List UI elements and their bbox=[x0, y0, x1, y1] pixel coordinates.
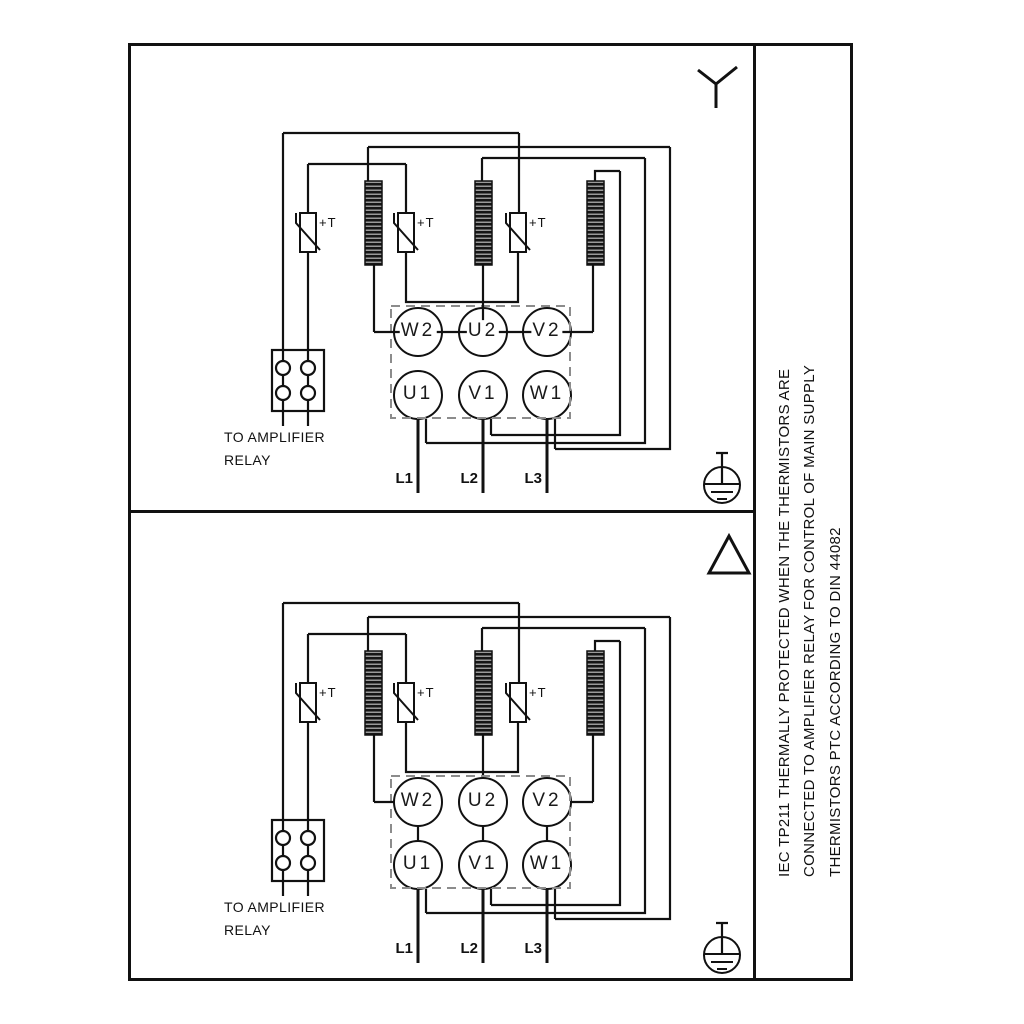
terminal-label-u1: U1 bbox=[402, 383, 434, 405]
supply-label-l2: L2 bbox=[460, 470, 478, 487]
relay-note-line1: TO AMPLIFIER bbox=[224, 899, 326, 915]
star-connection-panel bbox=[128, 43, 755, 512]
thermistor-symbol bbox=[394, 213, 418, 252]
winding-symbol bbox=[587, 651, 604, 735]
side-note-line3: THERMISTORS PTC ACCORDING TO DIN 44082 bbox=[827, 527, 844, 877]
delta-panel-schematic bbox=[128, 513, 755, 982]
thermistor-symbol bbox=[506, 213, 530, 252]
side-note-line2: CONNECTED TO AMPLIFIER RELAY FOR CONTROL OF MAIN SUPPLY bbox=[801, 364, 818, 877]
delta-connection-panel bbox=[128, 513, 755, 982]
thermistor-label: +T bbox=[529, 215, 547, 230]
terminal-label-u2: U2 bbox=[467, 790, 499, 812]
winding-symbol bbox=[365, 651, 382, 735]
thermistor-symbol bbox=[296, 683, 320, 722]
winding-symbol bbox=[475, 181, 492, 265]
supply-label-l2: L2 bbox=[460, 940, 478, 957]
side-note-line1: IEC TP211 THERMALLY PROTECTED WHEN THE THERMISTORS ARE bbox=[776, 368, 793, 877]
supply-label-l3: L3 bbox=[524, 470, 542, 487]
amplifier-relay-terminal bbox=[272, 350, 324, 411]
thermistor-symbol bbox=[394, 683, 418, 722]
star-icon bbox=[698, 67, 737, 108]
supply-label-l1: L1 bbox=[395, 470, 413, 487]
terminal-label-v2: V2 bbox=[532, 320, 562, 342]
winding-symbol bbox=[365, 181, 382, 265]
delta-icon bbox=[709, 536, 749, 573]
thermistor-label: +T bbox=[319, 685, 337, 700]
terminal-label-v1: V1 bbox=[468, 853, 498, 875]
terminal-label-v2: V2 bbox=[532, 790, 562, 812]
winding-symbol bbox=[475, 651, 492, 735]
thermistor-label: +T bbox=[417, 215, 435, 230]
terminal-label-u2: U2 bbox=[467, 320, 499, 342]
wires bbox=[283, 133, 728, 493]
thermistor-label: +T bbox=[319, 215, 337, 230]
terminal-label-w2: W2 bbox=[400, 320, 436, 342]
thermistor-label: +T bbox=[417, 685, 435, 700]
supply-label-l1: L1 bbox=[395, 940, 413, 957]
thermistor-symbol bbox=[506, 683, 530, 722]
thermistor-symbol bbox=[296, 213, 320, 252]
relay-note-line1: TO AMPLIFIER bbox=[224, 429, 326, 445]
supply-label-l3: L3 bbox=[524, 940, 542, 957]
thermistor-label: +T bbox=[529, 685, 547, 700]
terminal-label-v1: V1 bbox=[468, 383, 498, 405]
relay-note-line2: RELAY bbox=[224, 452, 271, 468]
amplifier-relay-terminal bbox=[272, 820, 324, 881]
star-panel-schematic bbox=[128, 43, 755, 512]
winding-symbol bbox=[587, 181, 604, 265]
terminal-label-w1: W1 bbox=[529, 383, 565, 405]
terminal-label-w1: W1 bbox=[529, 853, 565, 875]
terminal-label-w2: W2 bbox=[400, 790, 436, 812]
relay-note-line2: RELAY bbox=[224, 922, 271, 938]
wires bbox=[283, 603, 728, 963]
terminal-label-u1: U1 bbox=[402, 853, 434, 875]
